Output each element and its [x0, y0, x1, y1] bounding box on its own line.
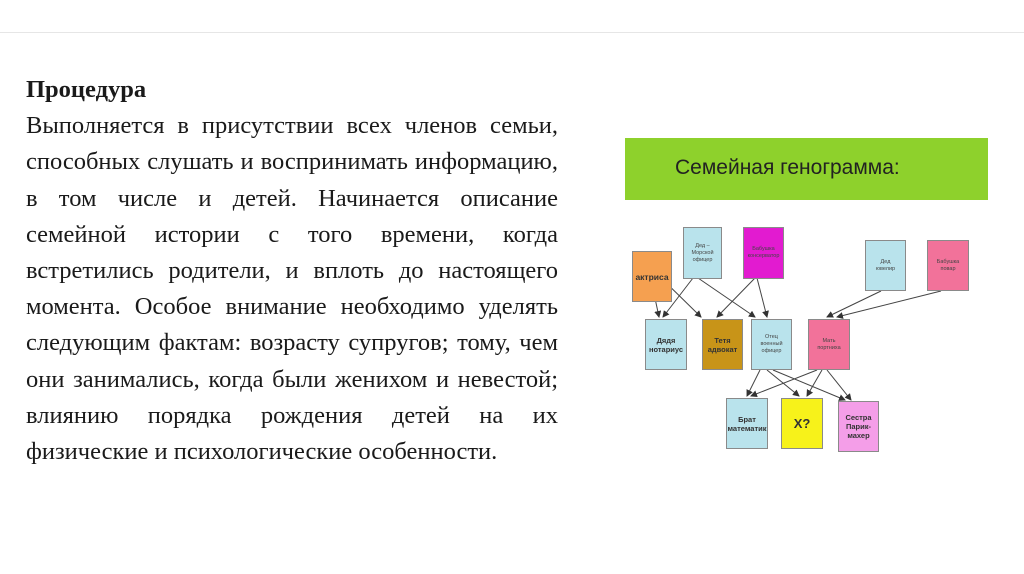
node-ded-yuvelir: Дед ювелир: [865, 240, 906, 291]
genogram-title: Семейная генограмма:: [675, 156, 900, 179]
edge-otets-brat: [747, 370, 760, 396]
node-dyadya-notarius: Дядя нотариус: [645, 319, 687, 370]
node-x: Х?: [781, 398, 823, 449]
procedure-title: Процедура: [26, 76, 147, 103]
header-divider: [0, 32, 1024, 33]
edge-babushka-otets: [757, 278, 767, 317]
edge-povar-mat: [837, 291, 941, 317]
edge-mat-x: [807, 370, 822, 396]
node-brat-matematik: Брат математик: [726, 398, 768, 449]
node-otets-voenny-ofitser: Отец военный офицер: [751, 319, 792, 370]
genogram-figure: [605, 120, 1010, 498]
node-mat-portnikha: Мать портниха: [808, 319, 850, 370]
edge-babushka-tetya: [717, 278, 755, 317]
procedure-body: Выполняется в присутствии всех членов семьи, способных слушать и воспринимать информацию, в том числе и детей. Начинается описание семейной истории с того времени, когда встретились родители, и вплоть до настоящего момента. Особое внимание необходимо уделять следующим фактам: возрасту супругов; тому, чем они занимались, когда были женихом и невестой; влиянию порядка рождения детей на их физические и психологические особенности.: [26, 112, 558, 466]
node-tetya-advokat: Тетя адвокат: [702, 319, 743, 370]
procedure-text: [26, 72, 558, 470]
node-babushka-povar: Бабушка повар: [927, 240, 969, 291]
node-ded-morskoy-ofitser: Дед – Морской офицер: [683, 227, 722, 279]
edge-ded-otets: [698, 278, 755, 317]
edge-otets-sestra: [773, 370, 845, 400]
edge-mat-brat: [751, 370, 817, 396]
node-sestra-parikmakher: Сестра Парик- махер: [838, 401, 879, 452]
node-babushka-konservator: Бабушка консерватор: [743, 227, 784, 279]
node-aktrisa: актриса: [632, 251, 672, 302]
edge-mat-sestra: [827, 370, 851, 400]
